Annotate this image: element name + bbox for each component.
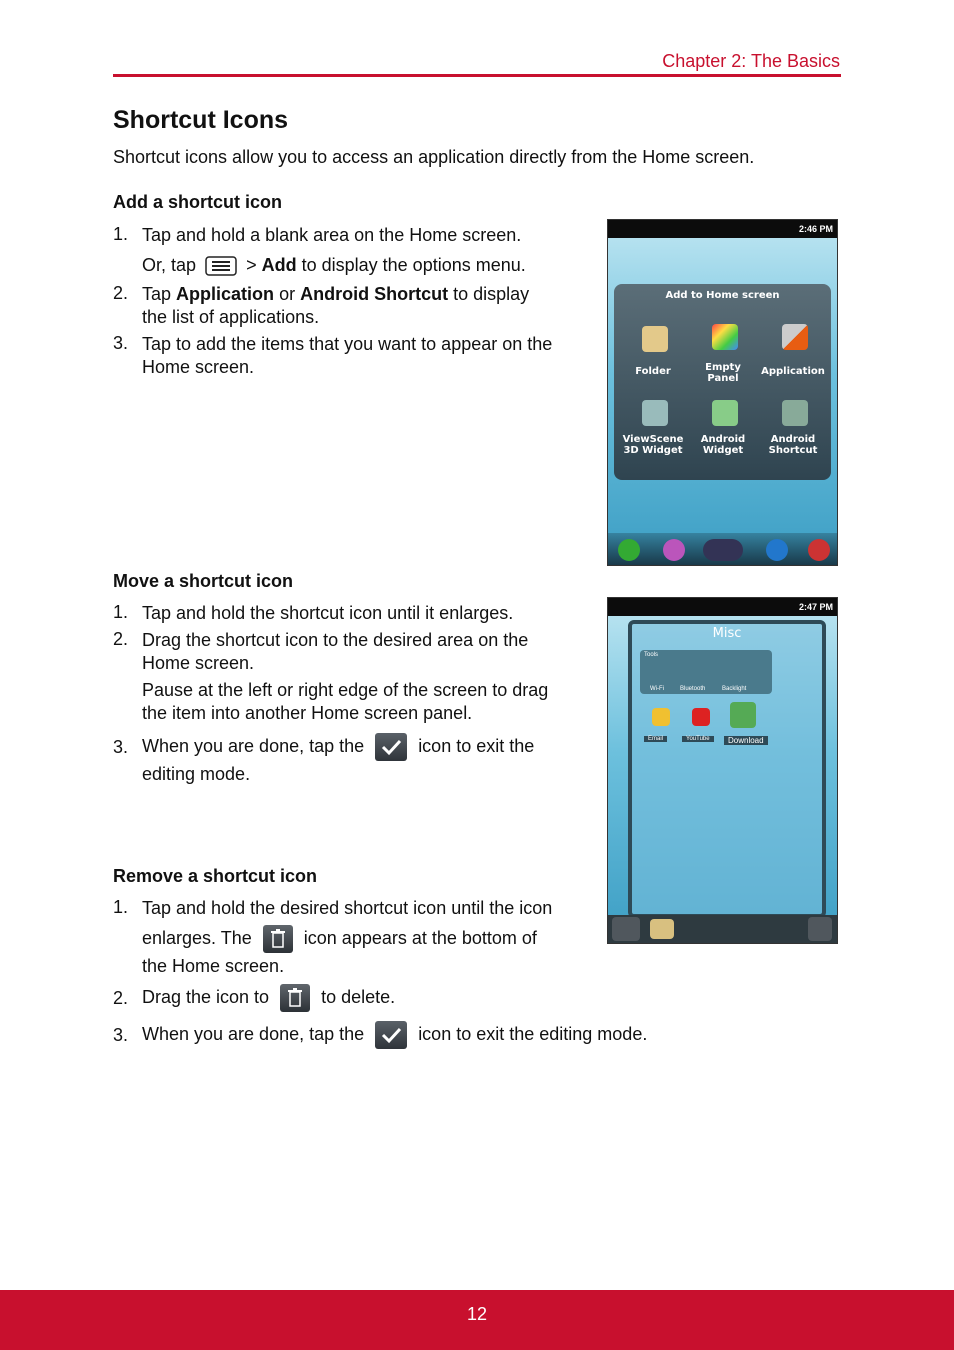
item-application[interactable]: Application: [761, 366, 825, 377]
move-step2-num: 2.: [113, 629, 129, 649]
app-download[interactable]: Download: [724, 736, 768, 745]
tools-label: Tools: [644, 652, 659, 658]
add-step1-num: 1.: [113, 224, 129, 244]
phone-icon[interactable]: [618, 539, 640, 561]
home-icon[interactable]: [703, 539, 743, 561]
trash-tray-icon[interactable]: [808, 917, 832, 941]
move-step2-a: Drag the shortcut icon to the desired area on the: [142, 630, 529, 650]
empty-panel-icon[interactable]: [712, 324, 738, 350]
move-step1-num: 1.: [113, 602, 129, 622]
header-rule: [113, 74, 841, 77]
item-android-shortcut[interactable]: Android Shortcut: [768, 434, 818, 456]
add-step1: Tap and hold a blank area on the Home screen.: [142, 225, 522, 245]
page-title: Shortcut Icons: [113, 106, 289, 134]
check-icon-2: [375, 1021, 407, 1049]
download-icon[interactable]: [730, 702, 756, 728]
or-tap-text: Or, tap: [142, 255, 197, 275]
move-heading: Move a shortcut icon: [113, 571, 294, 591]
tools-widget[interactable]: [640, 650, 772, 694]
move-step3-num: 3.: [113, 737, 129, 757]
misc-folder-screenshot: [607, 597, 838, 944]
status-bar-2: 2:47 PM: [608, 598, 837, 616]
move-step3-c: editing mode.: [142, 764, 251, 785]
remove-step1-num: 1.: [113, 897, 129, 917]
add-dialog: [614, 284, 831, 480]
application-icon[interactable]: [782, 324, 808, 350]
apps-icon[interactable]: [808, 539, 830, 561]
page-number: 12: [466, 1304, 488, 1324]
remove-step1-d: the Home screen.: [142, 956, 285, 977]
remove-step1: [142, 897, 592, 920]
move-step1: Tap and hold the shortcut icon until it enlarges.: [142, 603, 514, 623]
add-step3: [142, 333, 592, 379]
menu-icon: [205, 256, 237, 276]
app-wifi[interactable]: Wi-Fi: [650, 686, 664, 692]
remove-step2: [142, 984, 395, 1012]
remove-step3: [142, 1021, 647, 1049]
done-check-icon[interactable]: [612, 917, 640, 941]
add-step3-a: Tap to add the items that you want to appear on the: [142, 334, 553, 354]
add-to-home-screenshot: [607, 219, 838, 566]
check-icon: [375, 733, 407, 761]
add-step2-b: to display: [453, 284, 530, 304]
add-step3-b: Home screen.: [142, 357, 255, 377]
email-icon[interactable]: [652, 708, 670, 726]
youtube-icon[interactable]: [692, 708, 710, 726]
app-email[interactable]: Email: [644, 736, 667, 742]
move-step3-b: icon to exit the: [418, 736, 535, 756]
remove-step2-num: 2.: [113, 988, 129, 1008]
trash-icon-2: [280, 984, 310, 1012]
edit-bar: [608, 915, 837, 943]
add-step2-num: 2.: [113, 283, 129, 303]
folder-icon[interactable]: [642, 326, 668, 352]
move-pause: [142, 679, 592, 725]
or-tap-tail: to display the options menu.: [301, 255, 526, 275]
move-step2-b: Home screen.: [142, 653, 255, 673]
remove-step1-a: Tap and hold the desired shortcut icon until the icon: [142, 898, 553, 918]
item-android-widget[interactable]: Android Widget: [700, 434, 746, 456]
chapter-header: Chapter 2: The Basics: [662, 51, 840, 71]
app-backlight[interactable]: Backlight: [722, 686, 747, 692]
or-word: or: [279, 284, 296, 304]
folder-tray-icon[interactable]: [650, 919, 674, 939]
browser-icon[interactable]: [766, 539, 788, 561]
add-step2: [142, 283, 592, 329]
add-step2-c: the list of applications.: [142, 307, 320, 327]
remove-step3-b: icon to exit the editing mode.: [418, 1024, 648, 1044]
add-heading: Add a shortcut icon: [113, 192, 283, 212]
item-empty-panel[interactable]: Empty Panel: [705, 362, 741, 384]
remove-step2-a: Drag the icon to: [142, 987, 270, 1007]
android-shortcut-icon[interactable]: [782, 400, 808, 426]
remove-step1-cont: [142, 925, 592, 979]
trash-icon: [263, 925, 293, 953]
android-shortcut-word: Android Shortcut: [300, 284, 449, 304]
gt-sign: >: [246, 255, 257, 275]
add-word: Add: [261, 255, 297, 275]
move-pause-a: Pause at the left or right edge of the screen to drag: [142, 680, 549, 700]
dialog-title: Add to Home screen: [665, 290, 780, 301]
viewscene-icon[interactable]: [642, 400, 668, 426]
remove-step3-num: 3.: [113, 1025, 129, 1045]
remove-step2-b: to delete.: [321, 987, 396, 1007]
move-step2: [142, 629, 592, 675]
move-step3: [142, 733, 592, 787]
app-bluetooth[interactable]: Bluetooth: [680, 686, 706, 692]
remove-step1-c: icon appears at the bottom of: [303, 928, 537, 948]
intro-text: Shortcut icons allow you to access an application directly from the Home screen.: [113, 147, 755, 167]
dock-bar: [608, 533, 837, 565]
move-pause-b: the item into another Home screen panel.: [142, 703, 473, 723]
messaging-icon[interactable]: [663, 539, 685, 561]
move-step3-a: When you are done, tap the: [142, 736, 365, 756]
add-step2-a: Tap: [142, 284, 172, 304]
item-viewscene[interactable]: ViewScene 3D Widget: [622, 434, 684, 456]
application-word: Application: [176, 284, 275, 304]
status-bar: 2:46 PM: [608, 220, 837, 238]
folder-title: Misc: [712, 626, 742, 641]
item-folder[interactable]: Folder: [635, 366, 671, 377]
add-or-tap: [142, 254, 582, 277]
remove-step1-b: enlarges. The: [142, 928, 252, 948]
misc-folder: [628, 620, 826, 918]
add-step3-num: 3.: [113, 333, 129, 353]
android-widget-icon[interactable]: [712, 400, 738, 426]
remove-step3-a: When you are done, tap the: [142, 1024, 365, 1044]
remove-heading: Remove a shortcut icon: [113, 866, 318, 886]
app-youtube[interactable]: YouTube: [682, 736, 714, 742]
